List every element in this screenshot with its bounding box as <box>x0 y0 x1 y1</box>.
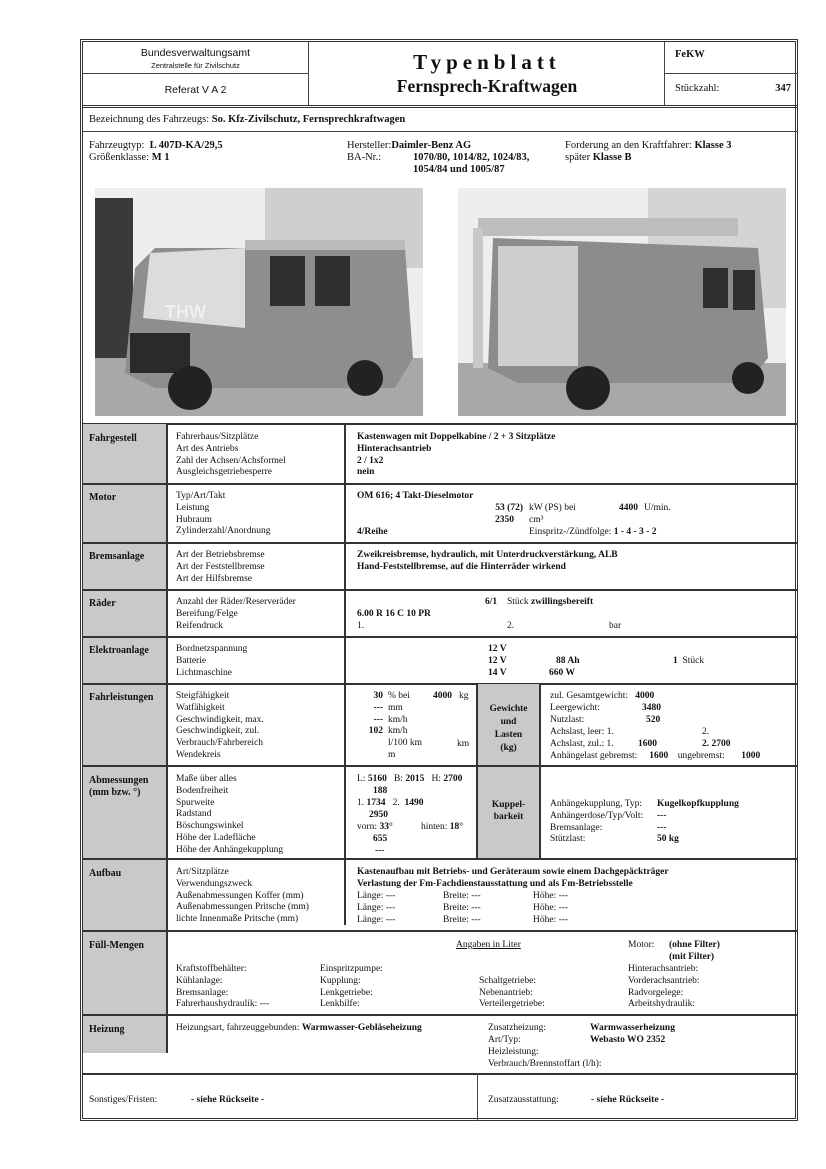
tire-size: 6.00 R 16 C 10 PR <box>357 609 431 619</box>
payload-value: 520 <box>646 715 661 725</box>
extra-heating-label: Zusatzheizung: <box>488 1023 547 1033</box>
manufacturer: Hersteller:Daimler-Benz AG <box>347 140 472 151</box>
motor-power-unit: kW (PS) bei <box>529 503 576 513</box>
body-dim-row-3: Länge: --- Breite: --- Höhe: --- <box>357 915 569 925</box>
heating-type: Heizungsart, fahrzeuggebunden: Warmwasser-Gebläseheizung <box>176 1023 422 1033</box>
section-fahrleistungen: Fahrleistungen <box>89 692 154 703</box>
motor-rpm: 4400 <box>619 503 638 513</box>
section-bremsanlage: Bremsanlage <box>89 551 145 562</box>
vehicle-type: Fahrzeugtyp: L 407D-KA/29,5 <box>89 140 223 151</box>
coupling-title: Kuppel- barkeit <box>491 800 526 822</box>
elektro-voltages: 12 V 12 V 14 V <box>488 644 507 678</box>
track-width: 1. 1734 2. 1490 <box>357 798 424 808</box>
abmessungen-labels: Maße über alles Bodenfreiheit Spurweite Radstand Böschungswinkel Höhe der Ladefläche Höhe der Anhängekupplung <box>176 774 284 855</box>
section-heizung: Heizung <box>89 1024 125 1035</box>
heating-power-label: Heizleistung: <box>488 1047 539 1057</box>
misc-label: Sonstiges/Fristen: <box>89 1095 158 1105</box>
motor-displacement-unit: cm³ <box>529 515 544 525</box>
designation-value: So. Kfz-Zivilschutz, Fernsprechkraftwagen <box>211 114 406 125</box>
vehicle-type-value: L 407D-KA/29,5 <box>149 140 223 151</box>
page-title: Typenblatt <box>413 50 561 74</box>
axle-load-empty-2: 2. <box>702 727 710 737</box>
license-later: später Klasse B <box>565 152 632 163</box>
tire-pressure-unit: bar <box>609 621 622 631</box>
license-value: Klasse 3 <box>694 140 732 151</box>
section-raeder: Räder <box>89 598 116 609</box>
type-sheet <box>80 39 798 1121</box>
climb-weight: 4000 <box>433 691 452 701</box>
fill-col-4: Hinterachsantrieb: Vorderachsantrieb: Radvorgelege: Arbeitshydraulik: <box>628 964 700 1010</box>
axle-load-empty-label: Achslast, leer: 1. <box>550 727 614 737</box>
section-elektroanlage: Elektroanlage <box>89 645 149 656</box>
ba-number-label: BA-Nr.: <box>347 152 382 163</box>
section-motor: Motor <box>89 492 117 503</box>
motor-firing-order: Einspritz-/Zündfolge: 1 - 4 - 3 - 2 <box>529 527 657 537</box>
coupling-labels: Anhängekupplung, Typ: Anhängerdose/Typ/Volt: Bremsanlage: Stützlast: <box>550 799 644 845</box>
fahrgestell-values: Kastenwagen mit Doppelkabine / 2 + 3 Sitzplätze Hinterachsantrieb 2 / 1x2 nein <box>357 432 556 478</box>
empty-weight-label: Leergewicht: <box>550 703 600 713</box>
agency-subtitle: Zentralstelle für Zivilschutz <box>151 61 240 70</box>
elektro-labels: Bordnetzspannung Batterie Lichtmaschine <box>176 644 248 678</box>
vehicle-photo-rear <box>458 188 786 416</box>
fahrleistungen-values: 30 --- --- 102 <box>368 691 383 737</box>
count-value: 347 <box>775 83 791 94</box>
payload-label: Nutzlast: <box>550 715 585 725</box>
agency-name: Bundesverwaltungsamt <box>140 47 251 59</box>
angle-rear: hinten: 18° <box>421 822 464 832</box>
angle-front: vorn: 33° <box>357 822 393 832</box>
wheel-count: 6/1 <box>485 597 498 607</box>
vehicle-photo-front <box>95 188 423 416</box>
license-requirement: Forderung an den Kraftfahrer: Klasse 3 <box>565 140 732 151</box>
motor-power: 53 (72) <box>495 503 523 513</box>
climb-weight-unit: kg <box>459 691 469 701</box>
heater-type-label: Art/Typ: <box>488 1035 521 1045</box>
trailer-load: Anhängelast gebremst: 1600 ungebremst: 1000 <box>550 751 761 761</box>
designation-label: Bezeichnung des Fahrzeugs: <box>89 114 210 125</box>
size-class-value: M 1 <box>151 152 170 163</box>
empty-weight-value: 3480 <box>642 703 661 713</box>
extra-equipment-label: Zusatzausstattung: <box>488 1095 559 1105</box>
fill-motor-label: Motor: <box>628 940 655 950</box>
wheelbase: 2950 <box>369 810 388 820</box>
van-front-illustration <box>95 188 423 416</box>
manufacturer-value: Daimler-Benz AG <box>391 140 472 151</box>
tire-pressure-1: 1. <box>357 621 365 631</box>
coupling-values: Kugelkopfkupplung --- --- 50 kg <box>657 799 739 845</box>
battery-capacity: 88 Ah <box>556 656 580 666</box>
bremsanlage-values: Zweikreisbremse, hydraulich, mit Unterdruckverstärkung, ALB Hand-Feststellbremse, auf die Hinterräder wirkend <box>357 550 618 572</box>
extra-heating-value: Warmwasserheizung <box>590 1023 675 1033</box>
raeder-labels: Anzahl der Räder/Reserveräder Bereifung/Felge Reifendruck <box>176 597 296 631</box>
axle-load-perm-1: 1600 <box>638 739 657 749</box>
count-label: Stückzahl: <box>675 83 720 94</box>
size-class: Größenklasse: M 1 <box>89 152 170 163</box>
hitch-height: --- <box>375 846 385 856</box>
body-purpose: Verlastung der Fm-Fachdienstausstattung und als Fm-Betriebsstelle <box>357 879 633 889</box>
ba-number-value-2: 1054/84 und 1005/87 <box>413 164 505 175</box>
body-dim-row-2: Länge: --- Breite: --- Höhe: --- <box>357 903 569 913</box>
section-fahrgestell: Fahrgestell <box>89 433 137 444</box>
battery-count: 1 Stück <box>673 656 705 666</box>
heater-type-value: Webasto WO 2352 <box>590 1035 666 1045</box>
axle-load-perm-label: Achslast, zul.: 1. <box>550 739 614 749</box>
fill-motor-no-filter: (ohne Filter) <box>669 940 720 950</box>
alternator-power: 660 W <box>549 668 575 678</box>
van-rear-illustration <box>458 188 786 416</box>
fill-unit-note: Angaben in Liter <box>456 940 521 950</box>
motor-displacement: 2350 <box>495 515 514 525</box>
bremsanlage-labels: Art der Betriebsbremse Art der Feststellbremse Art der Hilfsbremse <box>176 550 265 584</box>
wheel-count-unit: Stück zwillingsbereift <box>507 597 594 607</box>
designation-row <box>89 114 405 126</box>
fahrgestell-labels: Fahrerhaus/Sitzplätze Art des Antriebs Zahl der Achsen/Achsformel Ausgleichsgetriebesperre <box>176 432 286 478</box>
body-type: Kastenaufbau mit Betriebs- und Geräteraum sowie einem Dachgepäckträger <box>357 867 669 877</box>
motor-cylinders: 4/Reihe <box>357 527 388 537</box>
fill-col-1: Kraftstoffbehälter: Kühlanlage: Bremsanlage: Fahrerhaushydraulik: --- <box>176 964 270 1010</box>
section-aufbau: Aufbau <box>89 868 122 879</box>
section-fuellmengen: Füll-Mengen <box>89 940 144 951</box>
ba-number-value-1: 1070/80, 1014/82, 1024/83, <box>413 152 530 163</box>
license-later-value: Klasse B <box>592 152 632 163</box>
fahrleistungen-labels: Steigfähigkeit Watfähigkeit Geschwindigkeit, max. Geschwindigkeit, zul. Verbrauch/Fahrbereich Wendekreis <box>176 691 264 760</box>
motor-type: OM 616; 4 Takt-Dieselmotor <box>357 491 474 501</box>
misc-value: - siehe Rückseite - <box>191 1095 265 1105</box>
body-dim-row-1: Länge: --- Breite: --- Höhe: --- <box>357 891 569 901</box>
motor-labels: Typ/Art/Takt Leistung Hubraum Zylinderzahl/Anordnung <box>176 491 271 537</box>
aufbau-labels: Art/Sitzplätze Verwendungszweck Außenabmessungen Koffer (mm) Außenabmessungen Pritsche (mm) lichte Innenmaße Pritsche (mm) <box>176 867 309 925</box>
weights-title: Gewichte und Lasten (kg) <box>489 704 528 753</box>
section-abmessungen: Abmessungen (mm bzw. °) <box>89 775 149 798</box>
vehicle-code: FeKW <box>675 49 705 60</box>
gross-weight: zul. Gesamtgewicht: 4000 <box>550 691 655 701</box>
axle-load-perm-2: 2. 2700 <box>702 739 731 749</box>
motor-rpm-unit: U/min. <box>644 503 671 513</box>
fill-col-2: Einspritzpumpe: Kupplung: Lenkgetriebe: Lenkhilfe: <box>320 964 383 1010</box>
fahrleistungen-units: % bei mm km/h km/h l/100 km m <box>388 691 423 760</box>
page-subtitle: Fernsprech-Kraftwagen <box>396 76 578 96</box>
department: Referat V A 2 <box>164 84 227 96</box>
load-height: 655 <box>373 834 388 844</box>
range-unit: km <box>457 739 470 749</box>
fill-col-3: Schaltgetriebe: Nebenantrieb: Verteilergetriebe: <box>479 975 545 1010</box>
thw-logo: THW <box>165 302 206 322</box>
extra-equipment-value: - siehe Rückseite - <box>591 1095 665 1105</box>
heating-consumption-label: Verbrauch/Brennstoffart (l/h): <box>488 1059 602 1069</box>
ground-clearance: 188 <box>373 786 388 796</box>
overall-dimensions: L: 5160 B: 2015 H: 2700 <box>357 774 463 784</box>
fill-motor-filter: (mit Filter) <box>669 952 715 962</box>
tire-pressure-2: 2. <box>507 621 515 631</box>
